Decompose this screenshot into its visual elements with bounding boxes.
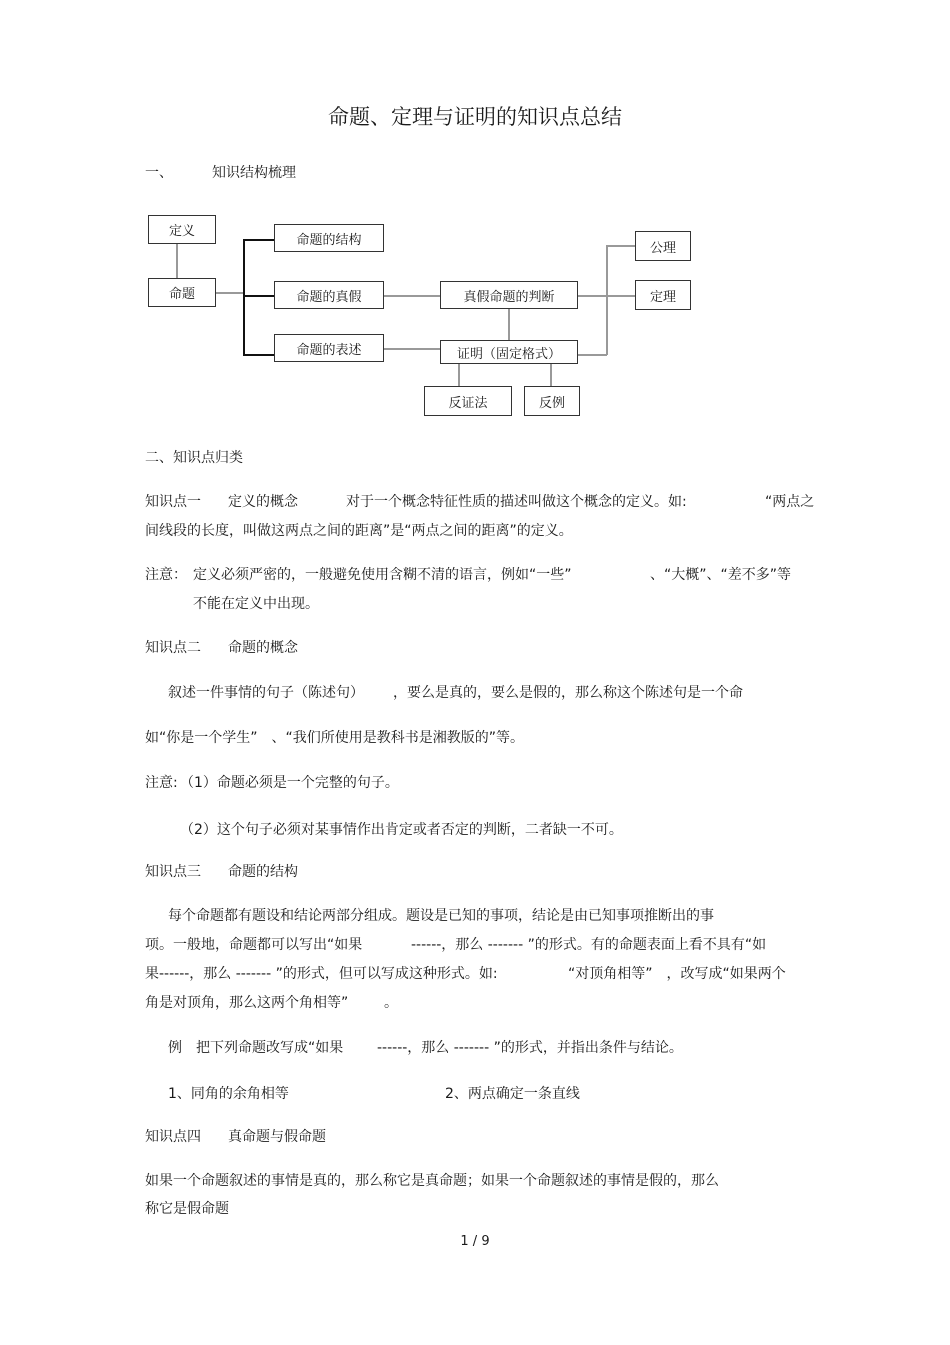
kp3-example-b: ------，那么 ------- ”的形式，并指出条件与结论。 bbox=[377, 1040, 683, 1056]
connector-right-vertical bbox=[606, 245, 608, 355]
box-statement bbox=[274, 334, 384, 362]
section-1-number: 一、 bbox=[145, 165, 173, 181]
knowledge-structure-diagram bbox=[140, 208, 700, 423]
connector-to-theorem bbox=[606, 295, 635, 297]
bracket-vertical bbox=[243, 239, 245, 356]
kp4-heading: 知识点四 bbox=[145, 1129, 201, 1145]
kp3-line3a: 果------，那么 ------- ”的形式，但可以写成这种形式。如: bbox=[145, 966, 498, 982]
kp3-line3b: “对顶角相等” ，改写成“如果两个 bbox=[568, 966, 786, 982]
section-1-heading: 知识结构梳理 bbox=[212, 165, 296, 181]
box-truth bbox=[274, 281, 384, 309]
box-contradiction bbox=[424, 386, 512, 416]
connector-to-statement bbox=[243, 354, 275, 356]
kp3-title: 命题的结构 bbox=[228, 864, 298, 880]
connector-proof-right bbox=[577, 354, 607, 356]
kp3-line2a: 项。一般地，命题都可以写出“如果 bbox=[145, 937, 363, 953]
document-title: 命题、定理与证明的知识点总结 bbox=[328, 105, 622, 129]
kp2-text-line1b: ，要么是真的，要么是假的，那么称这个陈述句是一个命 bbox=[393, 685, 743, 701]
kp2-text-line2: 如“你是一个学生” 、“我们所使用是教科书是湘教版的”等。 bbox=[145, 730, 525, 746]
kp1-note-line2: 不能在定义中出现。 bbox=[193, 596, 319, 612]
box-definition bbox=[148, 215, 216, 244]
kp2-text-line1a: 叙述一件事情的句子（陈述句） bbox=[168, 685, 364, 701]
kp3-heading: 知识点三 bbox=[145, 864, 201, 880]
connector-statement-proof bbox=[384, 348, 440, 350]
kp3-line2b: ------，那么 ------- ”的形式。有的命题表面上看不具有“如 bbox=[411, 937, 767, 953]
connector-judgement-proof bbox=[508, 308, 510, 340]
kp3-line4a: 角是对顶角，那么这两个角相等” bbox=[145, 995, 349, 1011]
kp4-title: 真命题与假命题 bbox=[228, 1129, 326, 1145]
kp3-example-item-1: 1、同角的余角相等 bbox=[168, 1086, 289, 1102]
connector-proof-counterexample bbox=[550, 362, 552, 388]
kp2-note-1: （1）命题必须是一个完整的句子。 bbox=[180, 775, 399, 791]
connector-to-truth bbox=[243, 295, 275, 297]
kp2-note-label: 注意: bbox=[145, 775, 178, 791]
kp4-line1: 如果一个命题叙述的事情是真的，那么称它是真命题；如果一个命题叙述的事情是假的，那么 bbox=[145, 1173, 719, 1189]
kp1-text-line2: 间线段的长度，叫做这两点之间的距离”是“两点之间的距离”的定义。 bbox=[145, 523, 573, 539]
kp1-note-line1a: 定义必须严密的，一般避免使用含糊不清的语言，例如“一些” bbox=[193, 567, 572, 583]
kp2-heading: 知识点二 bbox=[145, 640, 201, 656]
box-proof bbox=[440, 340, 578, 364]
section-2-heading: 二、知识点归类 bbox=[145, 450, 243, 466]
kp2-title: 命题的概念 bbox=[228, 640, 298, 656]
connector-proposition-bracket bbox=[216, 292, 244, 294]
box-definition-label: 定义 bbox=[168, 224, 195, 239]
box-theorem-label: 定理 bbox=[649, 289, 676, 305]
box-axiom-label: 公理 bbox=[649, 240, 676, 256]
box-structure bbox=[274, 224, 384, 252]
kp4-line2: 称它是假命题 bbox=[145, 1201, 229, 1217]
connector-proof-contradiction bbox=[458, 362, 460, 388]
box-axiom bbox=[635, 231, 691, 261]
box-proposition bbox=[148, 278, 216, 307]
kp3-example-a: 例 把下列命题改写成“如果 bbox=[168, 1040, 344, 1056]
connector-definition-proposition bbox=[176, 244, 178, 282]
kp1-text-line1a: 对于一个概念特征性质的描述叫做这个概念的定义。如: bbox=[346, 494, 687, 510]
box-counterexample bbox=[524, 386, 580, 416]
box-truth-label: 命题的真假 bbox=[296, 289, 362, 305]
page-number: 1 / 9 bbox=[460, 1234, 490, 1249]
kp1-heading: 知识点一 bbox=[145, 494, 201, 510]
box-counterexample-label: 反例 bbox=[538, 395, 565, 411]
kp1-title: 定义的概念 bbox=[228, 494, 298, 510]
box-statement-label: 命题的表述 bbox=[296, 342, 362, 358]
box-proposition-label: 命题 bbox=[168, 287, 195, 302]
kp3-example-item-2: 2、两点确定一条直线 bbox=[445, 1086, 580, 1102]
kp3-line1: 每个命题都有题设和结论两部分组成。题设是已知的事项，结论是由已知事项推断出的事 bbox=[168, 908, 714, 924]
kp3-line4b: 。 bbox=[384, 995, 398, 1011]
box-proof-label: 证明（固定格式） bbox=[456, 346, 561, 362]
box-contradiction-label: 反证法 bbox=[448, 395, 488, 411]
kp1-note-label: 注意： bbox=[145, 567, 187, 583]
box-judgement bbox=[440, 281, 578, 309]
connector-to-axiom bbox=[606, 245, 635, 247]
box-judgement-label: 真假命题的判断 bbox=[463, 289, 555, 305]
kp1-text-line1b: “两点之 bbox=[765, 494, 815, 510]
connector-judgement-right bbox=[577, 295, 607, 297]
box-structure-label: 命题的结构 bbox=[296, 232, 362, 248]
kp1-note-line1b: 、“大概”、“差不多”等 bbox=[650, 567, 792, 583]
box-theorem bbox=[635, 280, 691, 310]
connector-truth-judgement bbox=[384, 295, 440, 297]
kp2-note-2: （2）这个句子必须对某事情作出肯定或者否定的判断，二者缺一不可。 bbox=[180, 822, 623, 838]
connector-to-structure bbox=[243, 239, 275, 241]
